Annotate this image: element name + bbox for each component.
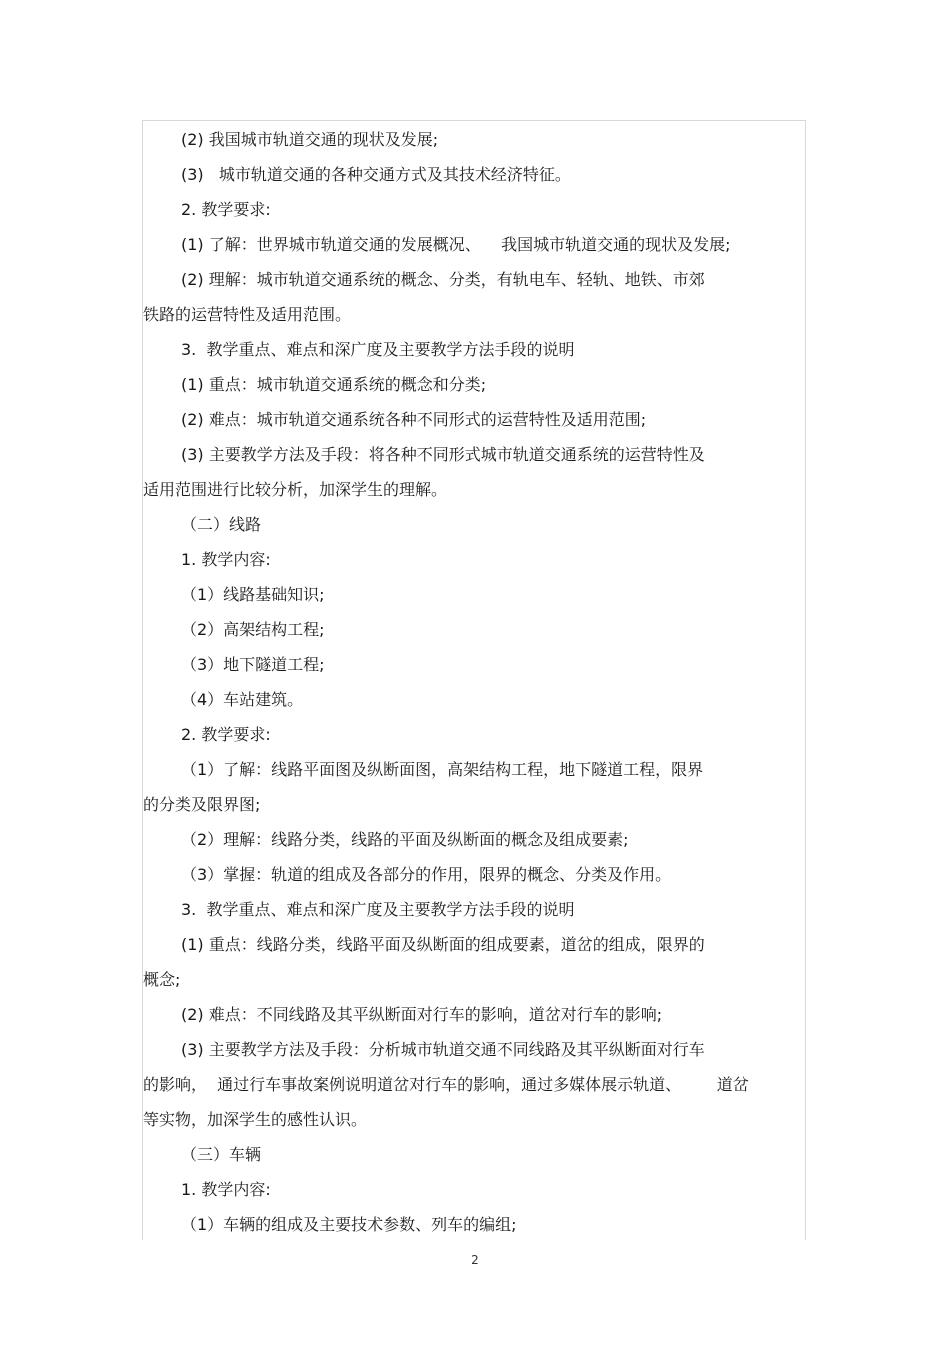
document-body	[143, 122, 805, 1242]
text-line: （1）线路基础知识;	[181, 585, 325, 604]
text-line: (1) 重点：城市轨道交通系统的概念和分类;	[181, 375, 487, 394]
page-number: 2	[471, 1253, 479, 1267]
text-line: (2) 理解：城市轨道交通系统的概念、分类，有轨电车、轻轨、地铁、市郊	[181, 270, 705, 289]
text-line: （二）线路	[181, 515, 262, 534]
text-line: 1. 教学内容:	[181, 1180, 271, 1199]
text-line: （3）掌握：轨道的组成及各部分的作用，限界的概念、分类及作用。	[181, 865, 672, 884]
text-line: 适用范围进行比较分析，加深学生的理解。	[143, 480, 448, 499]
text-line: 概念;	[143, 970, 181, 989]
text-line: 的影响， 通过行车事故案例说明道岔对行车的影响，通过多媒体展示轨道、 道岔	[143, 1075, 749, 1094]
text-line: (3) 城市轨道交通的各种交通方式及其技术经济特征。	[181, 165, 571, 184]
text-line: (3) 主要教学方法及手段：将各种不同形式城市轨道交通系统的运营特性及	[181, 445, 705, 464]
text-line: (2) 难点：城市轨道交通系统各种不同形式的运营特性及适用范围;	[181, 410, 647, 429]
text-line: （2）理解：线路分类，线路的平面及纵断面的概念及组成要素;	[181, 830, 629, 849]
text-line: 铁路的运营特性及适用范围。	[143, 305, 352, 324]
text-line: (1) 重点：线路分类，线路平面及纵断面的组成要素，道岔的组成，限界的	[181, 935, 705, 954]
text-line: 等实物，加深学生的感性认识。	[143, 1110, 368, 1129]
text-line: （1）车辆的组成及主要技术参数、列车的编组;	[181, 1215, 517, 1234]
text-line: （3）地下隧道工程;	[181, 655, 325, 674]
text-line: (2) 难点：不同线路及其平纵断面对行车的影响，道岔对行车的影响;	[181, 1005, 663, 1024]
text-line: 2. 教学要求:	[181, 200, 271, 219]
text-line: 3. 教学重点、难点和深广度及主要教学方法手段的说明	[181, 340, 575, 359]
text-line: （1）了解：线路平面图及纵断面图，高架结构工程，地下隧道工程，限界	[181, 760, 704, 779]
text-line: （三）车辆	[181, 1145, 262, 1164]
text-line: 1. 教学内容:	[181, 550, 271, 569]
text-line: 3. 教学重点、难点和深广度及主要教学方法手段的说明	[181, 900, 575, 919]
text-line: （2）高架结构工程;	[181, 620, 325, 639]
text-line: （4）车站建筑。	[181, 690, 304, 709]
text-line: (3) 主要教学方法及手段：分析城市轨道交通不同线路及其平纵断面对行车	[181, 1040, 705, 1059]
text-line: 2. 教学要求:	[181, 725, 271, 744]
text-line: (2) 我国城市轨道交通的现状及发展;	[181, 130, 439, 149]
text-line: 的分类及限界图;	[143, 795, 261, 814]
text-line: (1) 了解：世界城市轨道交通的发展概况、 我国城市轨道交通的现状及发展;	[181, 235, 731, 254]
